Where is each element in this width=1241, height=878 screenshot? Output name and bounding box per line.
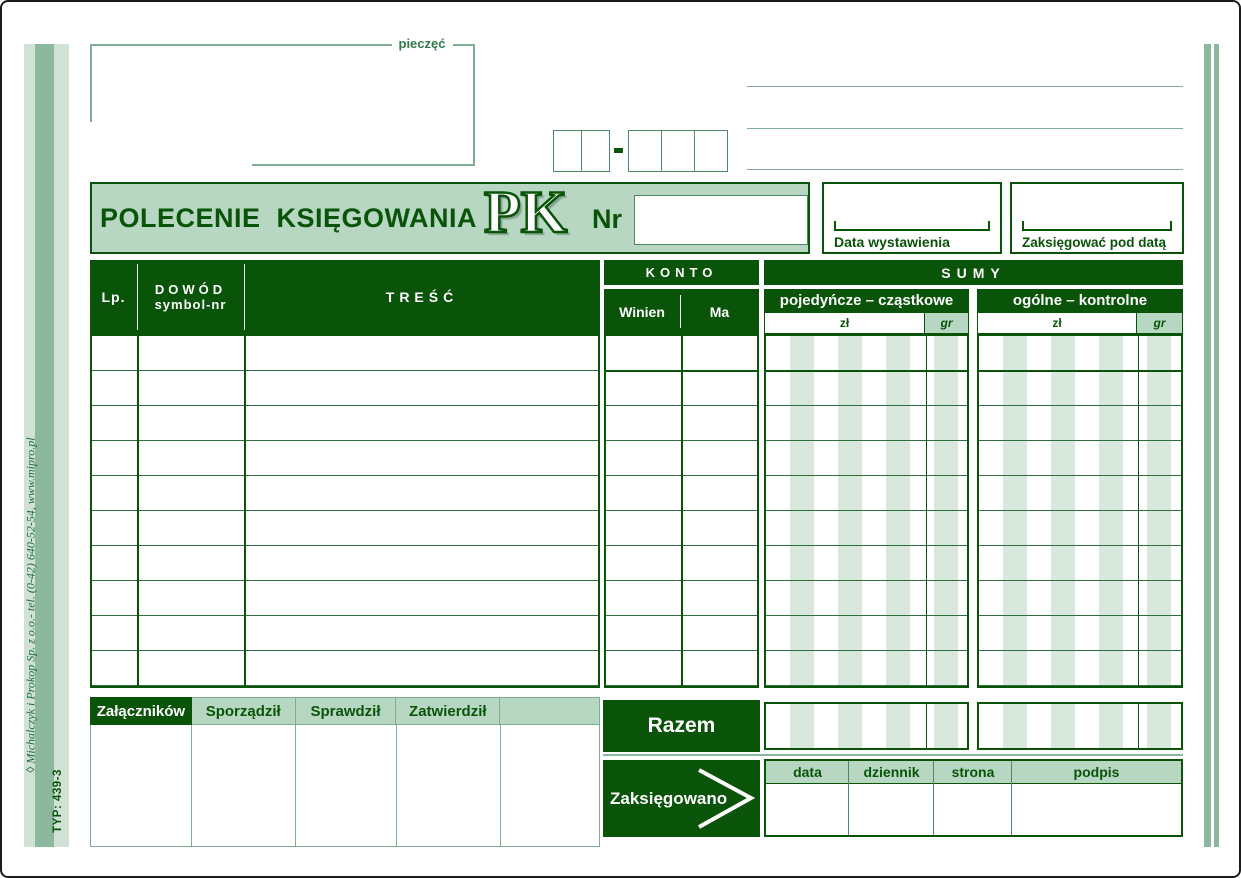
stamp-box-left-line (90, 44, 92, 122)
first-row-divider (606, 370, 757, 372)
col-header-lp: Lp. (101, 289, 126, 305)
posted-label: Zaksięgowano (610, 788, 728, 808)
header-column-divider (933, 761, 934, 784)
konto-body[interactable] (604, 334, 759, 688)
doc-code-cells-left[interactable] (554, 130, 610, 172)
column-divider (681, 336, 683, 686)
konto-header: KONTO (604, 260, 759, 285)
nr-box[interactable] (634, 195, 808, 245)
col-header-ma: Ma (709, 303, 730, 320)
column-divider (1011, 784, 1012, 835)
sums-control-zlgr (977, 312, 1183, 334)
form-type-label: TYP: 439-3 (52, 769, 64, 833)
posting-table-header (766, 761, 1181, 784)
posting-table-body[interactable] (766, 784, 1181, 835)
sums-partial-header: pojedyńcze – cząstkowe (764, 289, 969, 312)
journal-col-header: dziennik (863, 764, 920, 780)
form-title: POLECENIE KSIĘGOWANIA (100, 202, 478, 233)
posting-table (764, 759, 1183, 837)
form-symbol: PK (484, 179, 568, 245)
col-header-dowod (137, 260, 244, 334)
right-stripe-outer (1204, 44, 1211, 847)
stamp-label: pieczęć (398, 36, 446, 51)
writing-line[interactable] (747, 86, 1183, 87)
column-divider (926, 704, 927, 748)
column-divider (926, 336, 927, 686)
publisher-text: Michalczyk i Prokop Sp. z o.o.- tel. (0-42) 640-52-54, www.mipro.pl (23, 437, 38, 764)
empty-header (500, 697, 600, 725)
sums-partial-zlgr (764, 312, 969, 334)
stamp-box-top-line-right (453, 44, 475, 46)
column-divider (191, 725, 192, 846)
table-body-left[interactable] (90, 334, 600, 688)
column-divider (244, 336, 246, 686)
prepared-header: Sporządził (192, 697, 296, 725)
col-header-tresc: TREŚĆ (385, 289, 459, 305)
title-band (90, 179, 810, 254)
first-row-divider (766, 370, 967, 372)
column-divider (848, 784, 849, 835)
first-row-divider (979, 370, 1181, 372)
publisher-note (24, 433, 42, 778)
posting-date-label: Zaksięgować pod datą (1022, 235, 1167, 250)
razem-partial-box[interactable] (764, 702, 969, 750)
dowod-line1: DOWÓD (154, 282, 227, 297)
sums-control-body[interactable] (977, 334, 1183, 688)
zl-label: zł (1052, 316, 1062, 330)
column-divider (137, 336, 139, 686)
attachments-header: Załączników (90, 697, 192, 725)
stamp-box-top-line (90, 44, 392, 46)
code-cell[interactable] (553, 130, 582, 172)
sums-partial-body[interactable] (764, 334, 969, 688)
razem-control-box[interactable] (977, 702, 1183, 750)
code-dash (614, 148, 623, 153)
posting-date-box[interactable] (1010, 182, 1184, 254)
chevron-right-icon (691, 767, 757, 830)
writing-line[interactable] (747, 169, 1183, 170)
stamp-box-bottom-line (252, 164, 475, 166)
stamp-box-right-line (473, 44, 475, 166)
posted-box (603, 760, 760, 837)
gr-label: gr (1153, 316, 1166, 330)
doc-code-cells-right[interactable] (629, 130, 728, 172)
zl-cell (977, 312, 1137, 334)
column-divider (933, 784, 934, 835)
nr-label: Nr (592, 204, 623, 234)
zl-cell (764, 312, 925, 334)
code-cell[interactable] (661, 130, 695, 172)
column-divider (1138, 336, 1139, 686)
signatures-body[interactable] (90, 725, 600, 847)
code-cell[interactable] (628, 130, 662, 172)
razem-box: Razem (603, 700, 760, 752)
zl-label: zł (839, 316, 850, 330)
sumy-header: SUMY (764, 260, 1183, 285)
column-divider (396, 725, 397, 846)
header-column-divider (848, 761, 849, 784)
date-col-header: data (793, 764, 822, 780)
posting-date-bracket (1022, 221, 1172, 231)
sums-control-header: ogólne – kontrolne (977, 289, 1183, 312)
table-header-left (90, 260, 600, 334)
approved-header: Zatwierdził (396, 697, 500, 725)
footer-separator-line (603, 754, 1183, 756)
konto-subheader (604, 289, 759, 334)
header-column-divider (1011, 761, 1012, 784)
gr-cell (924, 312, 969, 334)
checked-header: Sprawdził (296, 697, 397, 725)
column-divider (500, 725, 501, 846)
column-divider (295, 725, 296, 846)
code-cell[interactable] (581, 130, 610, 172)
issue-date-label: Data wystawienia (834, 234, 950, 250)
right-stripe-inner (1214, 44, 1219, 847)
gr-label: gr (940, 316, 953, 330)
col-header-winien: Winien (619, 303, 665, 320)
column-divider (1138, 704, 1139, 748)
code-cell[interactable] (694, 130, 728, 172)
signature-col-header: podpis (1073, 764, 1120, 780)
page-col-header: strona (951, 764, 995, 780)
dowod-line2: symbol-nr (154, 297, 227, 312)
publisher-logo-icon: ◊ (23, 766, 38, 773)
writing-line[interactable] (747, 128, 1183, 129)
signatures-header (90, 697, 600, 725)
gr-cell (1136, 312, 1183, 334)
issue-date-bracket (834, 221, 990, 231)
issue-date-box[interactable] (822, 182, 1002, 254)
